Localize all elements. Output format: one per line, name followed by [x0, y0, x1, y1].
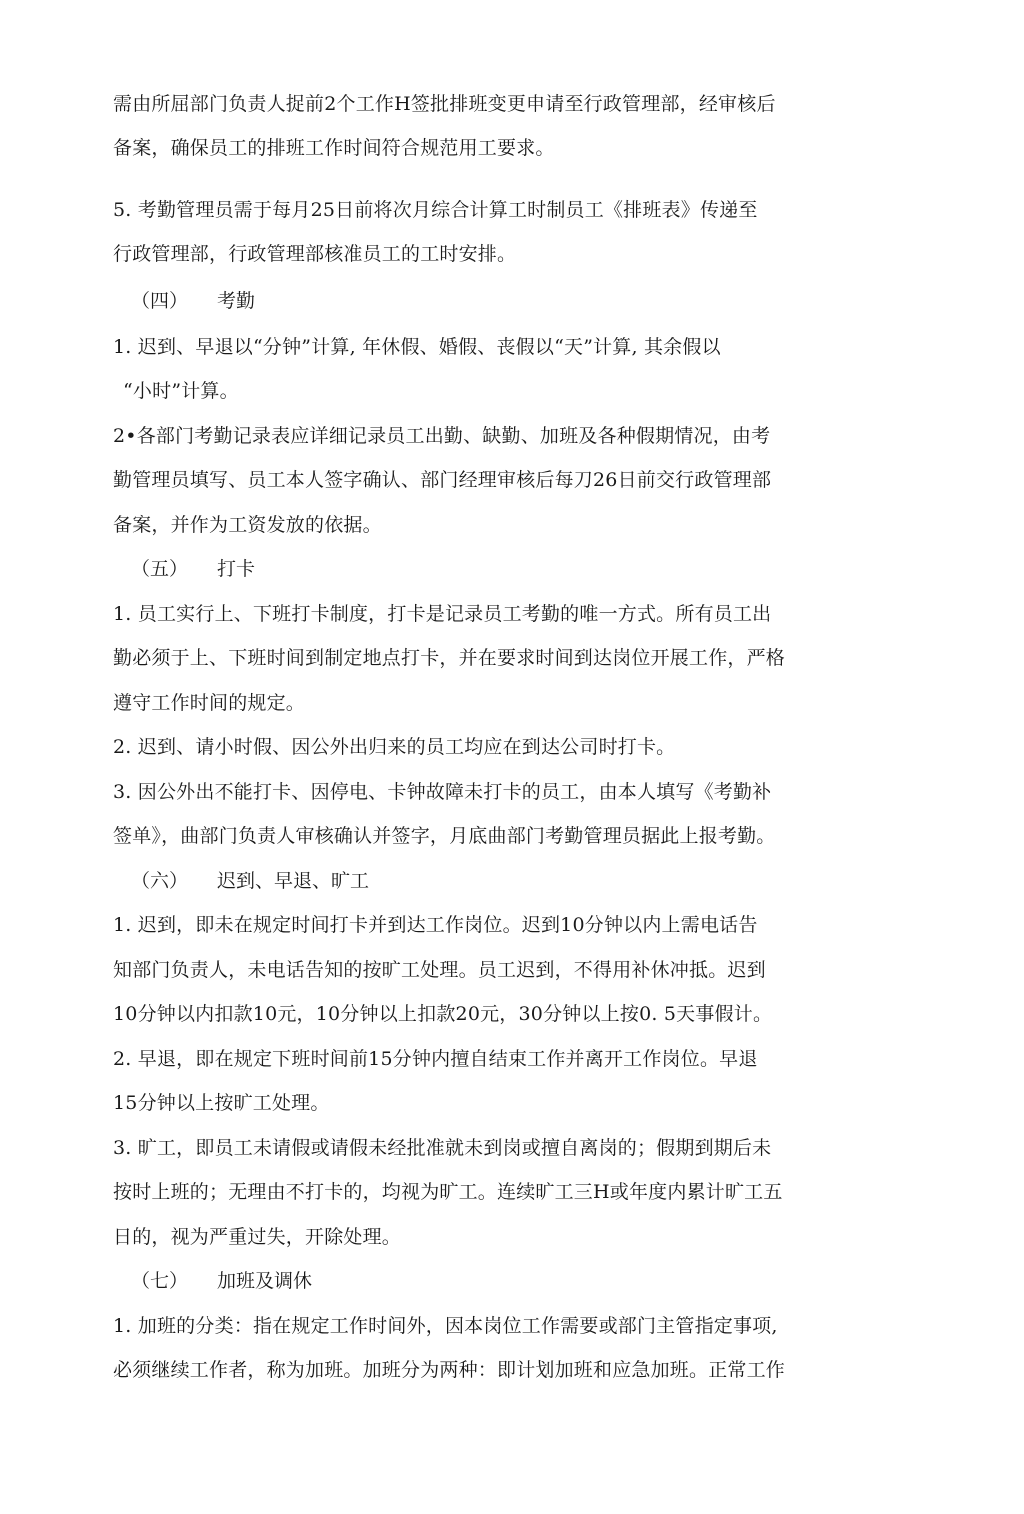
section-title: 打卡 [217, 558, 256, 580]
paragraph-line: “小时”计算。 [123, 380, 239, 402]
paragraph-line: 10分钟以内扣款10元，10分钟以上扣款20元，30分钟以上按0. 5天事假计。 [113, 1003, 773, 1025]
paragraph-line: 勤管理员填写、员工本人签字确认、部门经理审核后每刀26日前交行政管理部 [113, 469, 772, 491]
section-title: 加班及调休 [217, 1270, 313, 1292]
paragraph-line: 必须继续工作者，称为加班。加班分为两种：即计划加班和应急加班。正常工作 [113, 1359, 786, 1381]
paragraph-line: 遵守工作时间的规定。 [113, 692, 306, 714]
section-title: 考勤 [217, 290, 256, 312]
paragraph-line: 1. 迟到，即未在规定时间打卡并到达工作岗位。迟到10分钟以内上需电话告 [113, 914, 758, 936]
paragraph-line: 1. 加班的分类：指在规定工作时间外，因本岗位工作需要或部门主管指定事项, [113, 1315, 778, 1337]
section-number: （六） [131, 870, 189, 892]
paragraph-line: 知部门负责人，未电话告知的按旷工处理。员工迟到，不得用补休冲抵。迟到 [113, 959, 766, 981]
section-number: （七） [131, 1270, 189, 1292]
paragraph-line: 备案，并作为工资发放的依据。 [113, 514, 382, 536]
paragraph-line: 15分钟以上按旷工处理。 [113, 1092, 330, 1114]
paragraph-line: 按时上班的；无理由不打卡的，均视为旷工。连续旷工三H或年度内累计旷工五 [113, 1181, 783, 1203]
section-heading [131, 556, 255, 582]
paragraph-line: 2. 迟到、请小时假、因公外出归来的员工均应在到达公司时打卡。 [113, 736, 676, 758]
paragraph-line: 3. 因公外出不能打卡、因停电、卡钟故障未打卡的员工，由本人填写《考勤补 [113, 781, 772, 803]
paragraph-line: 2. 早退，即在规定下班时间前15分钟内擅自结束工作并离开工作岗位。早退 [113, 1048, 758, 1070]
paragraph-line: 1. 员工实行上、下班打卡制度，打卡是记录员工考勤的唯一方式。所有员工出 [113, 603, 772, 625]
paragraph-line: 3. 旷工，即员工未请假或请假未经批准就未到岗或擅自离岗的；假期到期后未 [113, 1137, 772, 1159]
section-number: （四） [131, 290, 189, 312]
paragraph-line: 1. 迟到、早退以“分钟”计算, 年休假、婚假、丧假以“天”计算, 其余假以 [113, 336, 721, 358]
section-heading [131, 868, 369, 894]
paragraph-line: 需由所屈部门负责人捉前2个工作H签批排班变更申请至行政管理部，经审核后 [113, 93, 776, 115]
section-number: （五） [131, 558, 189, 580]
section-heading [131, 288, 255, 314]
paragraph-line: 5. 考勤管理员需于每月25日前将次月综合计算工时制员工《排班表》传递至 [113, 199, 758, 221]
paragraph-line: 签单》，曲部门负责人审核确认并签字，月底曲部门考勤管理员据此上报考勤。 [113, 825, 776, 847]
paragraph-line: 行政管理部，行政管理部核准员工的工时安排。 [113, 243, 517, 265]
section-title: 迟到、早退、旷工 [217, 870, 370, 892]
paragraph-line: 勤必须于上、下班时间到制定地点打卡，并在要求时间到达岗位开展工作，严格 [113, 647, 786, 669]
paragraph-line: 2•各部门考勤记录表应详细记录员工出勤、缺勤、加班及各种假期情况，由考 [113, 425, 771, 447]
section-heading [131, 1268, 312, 1294]
paragraph-line: 日的，视为严重过失，开除处理。 [113, 1226, 402, 1248]
paragraph-line: 备案，确保员工的排班工作时间符合规范用工要求。 [113, 137, 555, 159]
